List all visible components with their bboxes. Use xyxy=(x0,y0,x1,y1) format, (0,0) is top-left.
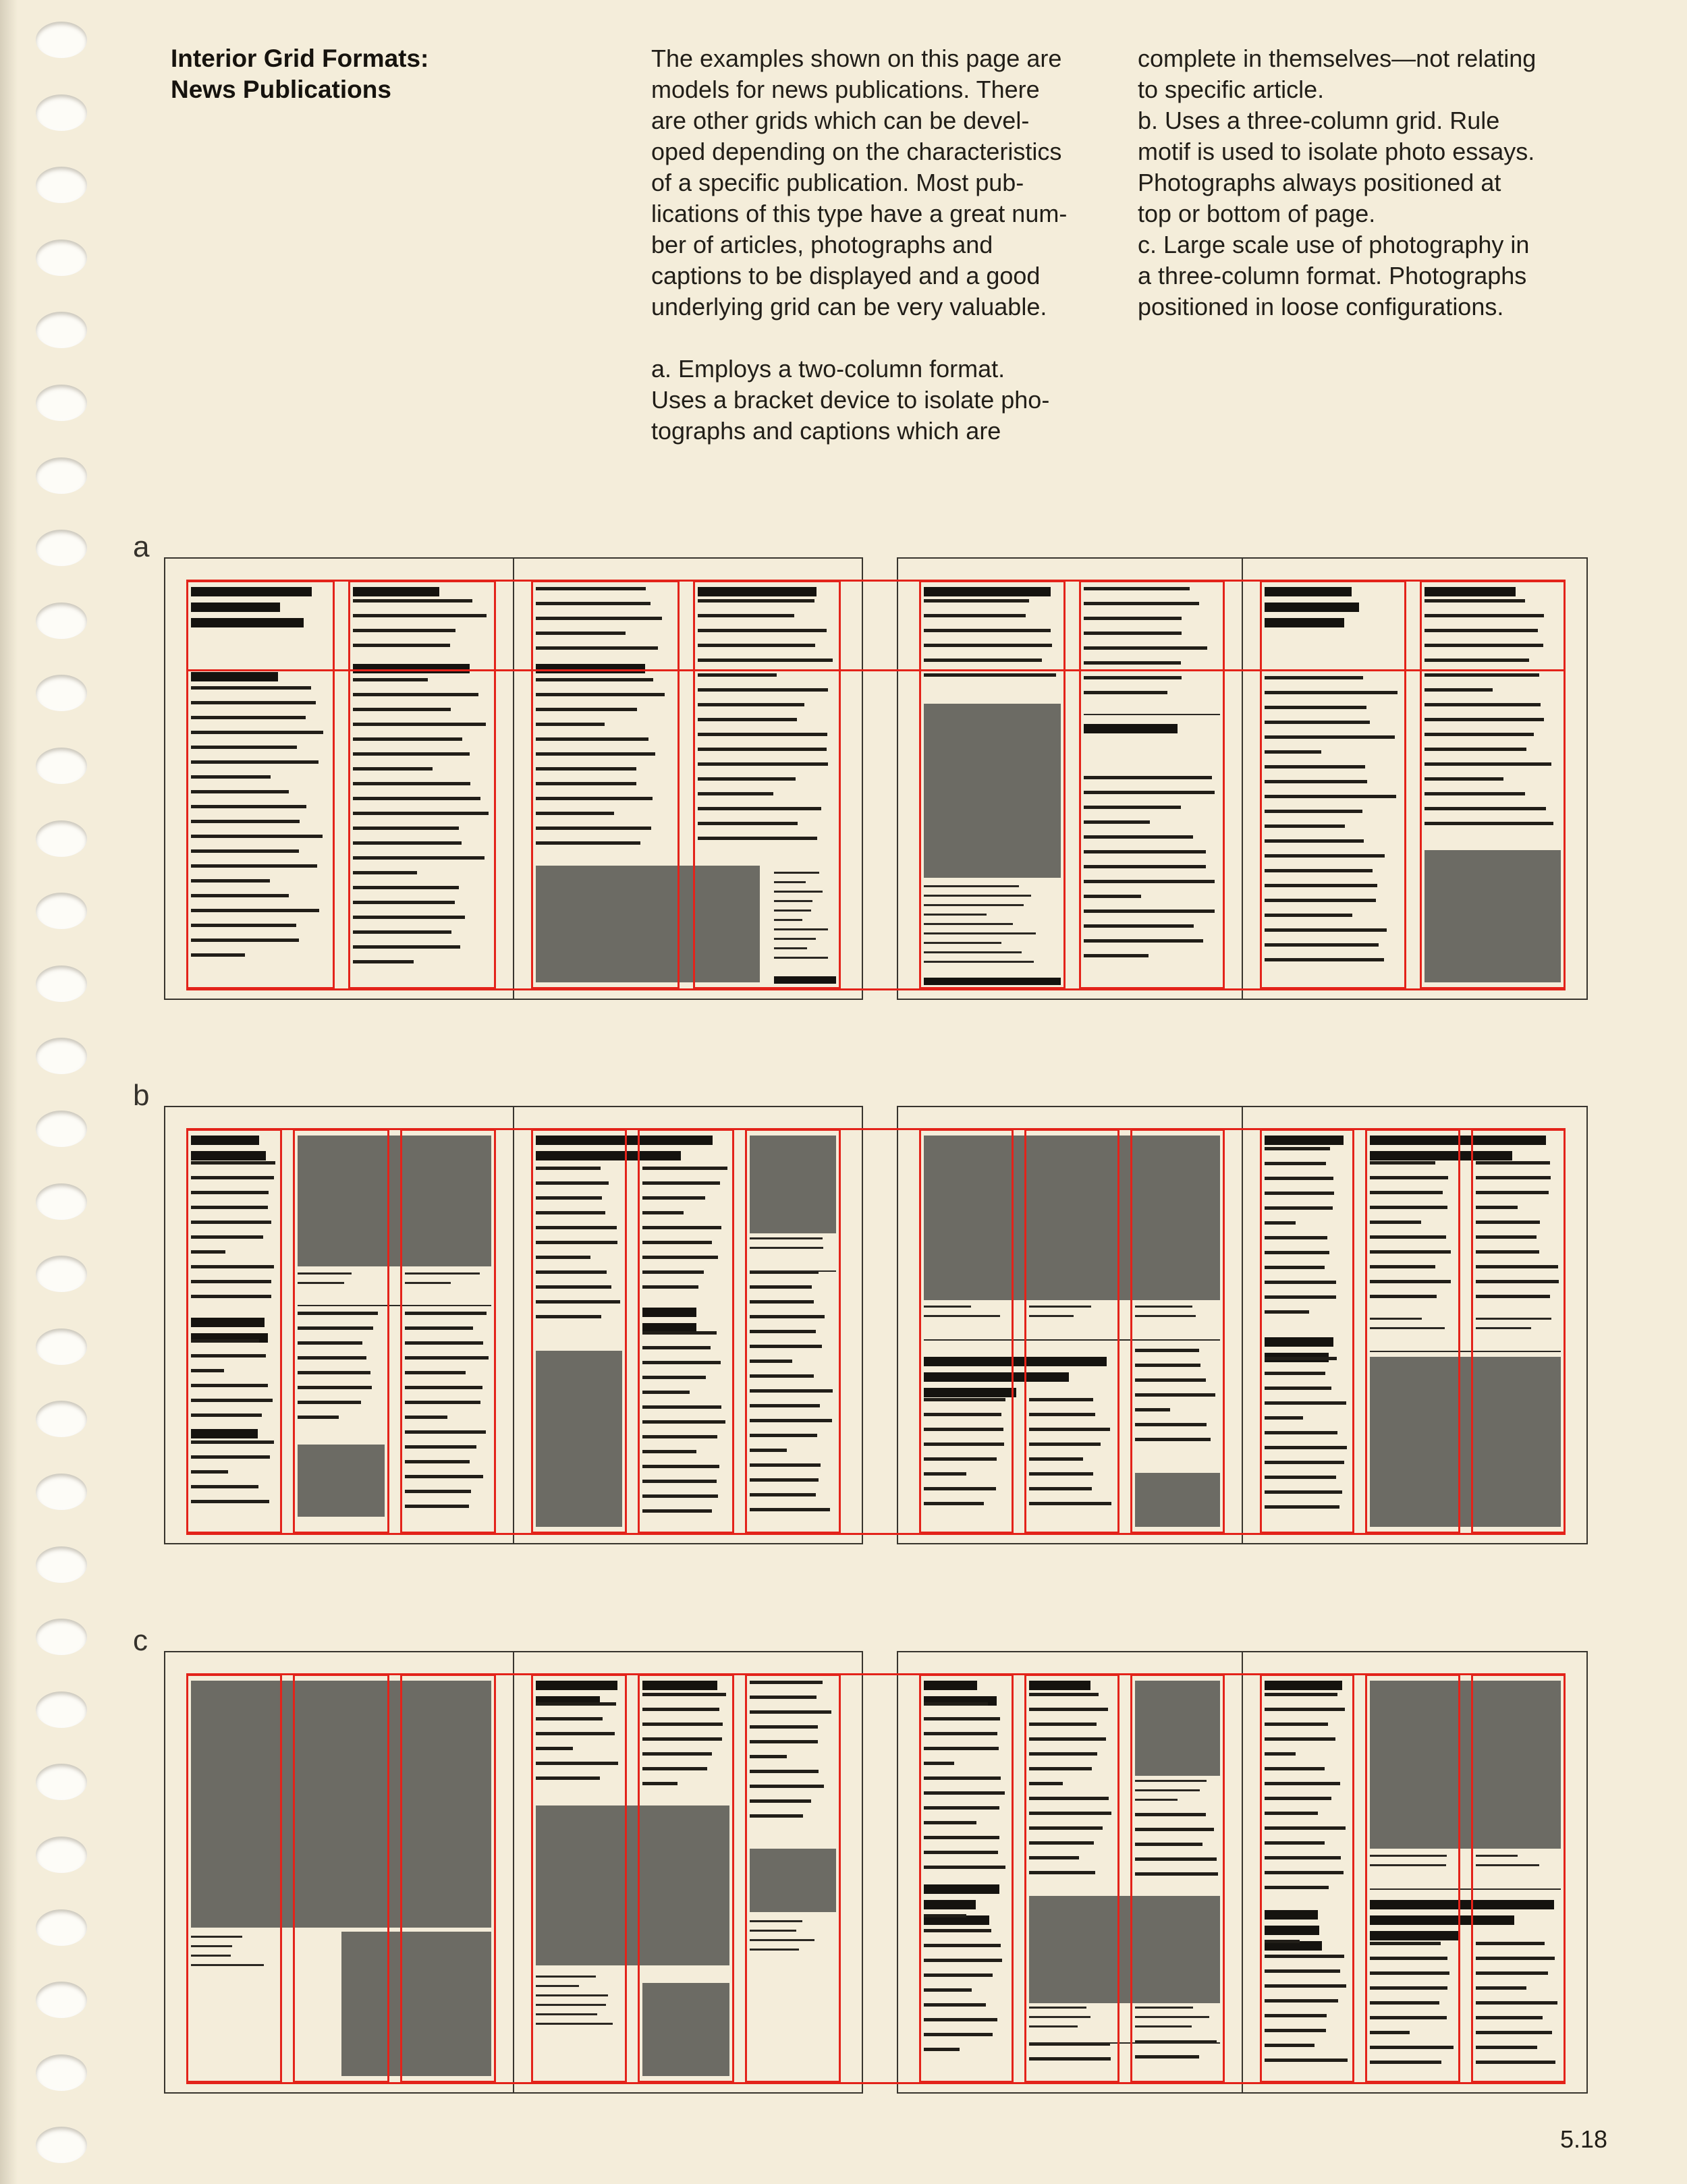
punch-hole xyxy=(36,94,87,131)
grid-overlay-rect xyxy=(638,1129,734,1534)
grid-overlay-rect xyxy=(1260,580,1406,989)
intro-col1-line: of a specific publication. Most pub- xyxy=(651,169,1024,196)
figure-label-a: a xyxy=(133,530,150,563)
intro-col2-line: c. Large scale use of photography in xyxy=(1138,231,1530,258)
intro-col1-line: The examples shown on this page are xyxy=(651,45,1062,72)
punch-hole xyxy=(36,893,87,929)
intro-col1-line: captions to be displayed and a good xyxy=(651,262,1041,289)
punch-hole xyxy=(36,1546,87,1583)
punch-hole xyxy=(36,1256,87,1292)
intro-col2-line: motif is used to isolate photo essays. xyxy=(1138,138,1535,165)
grid-overlay-rect xyxy=(1365,1129,1460,1534)
grid-overlay-rect xyxy=(1260,1129,1354,1534)
punch-hole xyxy=(36,240,87,276)
grid-overlay-rect xyxy=(531,1674,627,2083)
punch-hole xyxy=(36,1909,87,1946)
figure-label-c: c xyxy=(133,1624,148,1657)
grid-overlay-rect xyxy=(919,580,1066,989)
intro-col1-line: a. Employs a two-column format. xyxy=(651,355,1005,383)
grid-overlay-rect xyxy=(293,1674,389,2083)
intro-col1-line: tographs and captions which are xyxy=(651,417,1001,445)
punch-hole xyxy=(36,530,87,566)
intro-col1-line: Uses a bracket device to isolate pho- xyxy=(651,386,1050,414)
intro-col1-line: are other grids which can be devel- xyxy=(651,107,1030,134)
intro-col1-line: lications of this type have a great num- xyxy=(651,200,1068,227)
spread-spine xyxy=(513,557,514,1000)
grid-overlay-line xyxy=(186,1533,1566,1535)
punch-hole xyxy=(36,820,87,857)
grid-overlay-rect xyxy=(186,1674,282,2083)
intro-col2-line: b. Uses a three-column grid. Rule xyxy=(1138,107,1500,134)
punch-hole xyxy=(36,603,87,639)
spread-spine xyxy=(513,1106,514,1544)
intro-col2-line: complete in themselves—not relating xyxy=(1138,45,1537,72)
grid-overlay-rect xyxy=(1024,1129,1119,1534)
intro-col1-line xyxy=(651,323,1137,354)
punch-hole xyxy=(36,1111,87,1147)
punch-hole xyxy=(36,385,87,421)
punch-hole xyxy=(36,1474,87,1510)
punch-hole xyxy=(36,675,87,711)
punch-hole xyxy=(36,1764,87,1800)
grid-overlay-line xyxy=(186,988,1566,990)
punch-hole xyxy=(36,1328,87,1365)
grid-overlay-rect xyxy=(1079,580,1225,989)
page-number: 5.18 xyxy=(1560,2125,1608,2153)
grid-overlay-rect xyxy=(400,1674,496,2083)
intro-col1-line: models for news publications. There xyxy=(651,76,1040,103)
intro-col1-line: oped depending on the characteristics xyxy=(651,138,1062,165)
grid-overlay-line xyxy=(186,1673,1566,1675)
punch-hole xyxy=(36,2054,87,2091)
grid-overlay-rect xyxy=(531,580,680,989)
grid-overlay-rect xyxy=(745,1674,841,2083)
page-title-line1: Interior Grid Formats: xyxy=(171,45,429,72)
grid-overlay-rect xyxy=(1420,580,1566,989)
grid-overlay-rect xyxy=(186,1129,282,1534)
grid-overlay-rect xyxy=(1471,1674,1566,2083)
page-title-line2: News Publications xyxy=(171,76,391,103)
grid-overlay-rect xyxy=(1130,1129,1225,1534)
grid-overlay-rect xyxy=(1260,1674,1354,2083)
spread-spine xyxy=(1242,1106,1243,1544)
punch-hole xyxy=(36,1619,87,1655)
punch-hole xyxy=(36,1038,87,1074)
intro-column-1 xyxy=(651,43,1137,447)
intro-col2-line: top or bottom of page. xyxy=(1138,200,1376,227)
grid-overlay-rect xyxy=(531,1129,627,1534)
spread-spine xyxy=(1242,557,1243,1000)
intro-col2-line: Photographs always positioned at xyxy=(1138,169,1501,196)
intro-col1-line: underlying grid can be very valuable. xyxy=(651,293,1047,320)
punch-hole xyxy=(36,22,87,58)
punch-hole xyxy=(36,457,87,494)
punch-hole xyxy=(36,1837,87,1873)
grid-overlay-line xyxy=(186,580,1566,582)
scan-edge-shadow xyxy=(0,0,18,2184)
grid-overlay-rect xyxy=(693,580,841,989)
intro-column-2 xyxy=(1138,43,1624,323)
grid-overlay-rect xyxy=(186,580,335,989)
grid-overlay-line xyxy=(186,669,1566,671)
grid-overlay-rect xyxy=(1471,1129,1566,1534)
grid-overlay-rect xyxy=(1365,1674,1460,2083)
intro-col2-line: a three-column format. Photographs xyxy=(1138,262,1527,289)
punch-hole xyxy=(36,1691,87,1728)
figure-label-b: b xyxy=(133,1079,150,1112)
grid-overlay-rect xyxy=(348,580,497,989)
punch-hole xyxy=(36,167,87,203)
grid-overlay-rect xyxy=(638,1674,734,2083)
grid-overlay-rect xyxy=(745,1129,841,1534)
grid-overlay-line xyxy=(186,2082,1566,2084)
grid-overlay-rect xyxy=(293,1129,389,1534)
punch-hole xyxy=(36,312,87,348)
spread-spine xyxy=(513,1651,514,2094)
grid-overlay-rect xyxy=(400,1129,496,1534)
grid-overlay-rect xyxy=(1130,1674,1225,2083)
spread-spine xyxy=(1242,1651,1243,2094)
intro-col2-line: to specific article. xyxy=(1138,76,1325,103)
punch-hole xyxy=(36,2127,87,2163)
grid-overlay-rect xyxy=(919,1129,1014,1534)
intro-col2-line: positioned in loose configurations. xyxy=(1138,293,1504,320)
grid-overlay-rect xyxy=(1024,1674,1119,2083)
grid-overlay-line xyxy=(186,1128,1566,1130)
page-title xyxy=(171,43,428,105)
punch-hole xyxy=(36,1183,87,1220)
punch-hole xyxy=(36,1401,87,1437)
punch-hole xyxy=(36,965,87,1002)
punch-hole xyxy=(36,748,87,784)
grid-overlay-rect xyxy=(919,1674,1014,2083)
punch-hole xyxy=(36,1982,87,2018)
intro-col1-line: ber of articles, photographs and xyxy=(651,231,993,258)
